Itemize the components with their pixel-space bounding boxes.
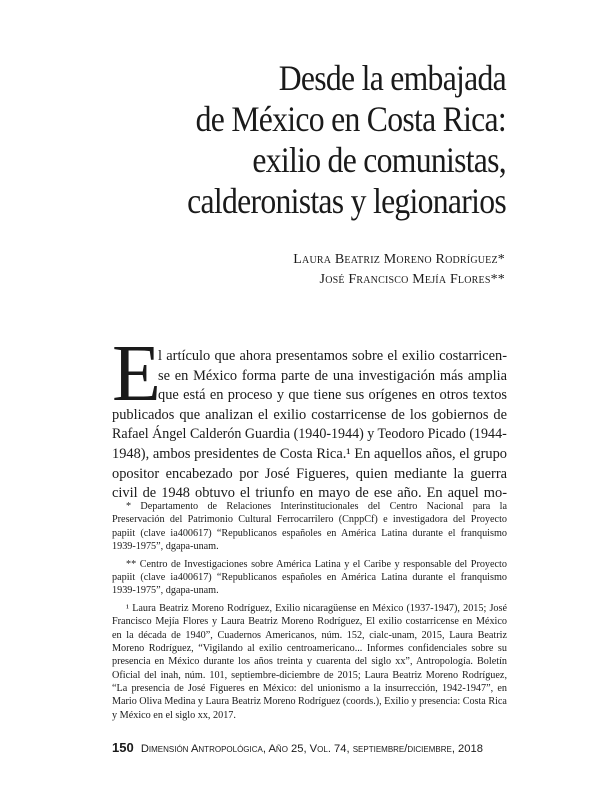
article-title xyxy=(136,58,506,222)
title-line: de México en Costa Rica: xyxy=(195,99,506,139)
author-list xyxy=(293,250,505,290)
footnote-line: * Departamento de Relaciones Interinstitucionales del Centro Nacional para la xyxy=(126,501,507,512)
footnote-1 xyxy=(112,500,507,554)
footnote-line: Preservación del Patrimonio Cultural Ferrocarrilero (CnppCf) e investigadora del Proyecto xyxy=(112,514,507,526)
page-number: 150 xyxy=(112,740,134,755)
body-line: se en México forma parte de una investigación más amplia xyxy=(158,367,507,384)
body-line: Rafael Ángel Calderón Guardia (1940-1944) y Teodoro Picado (1944- xyxy=(112,426,507,443)
footnote-2 xyxy=(112,558,507,598)
title-line: Desde la embajada xyxy=(278,58,506,98)
body-line: l artículo que ahora presentamos sobre el exilio costarricen- xyxy=(158,348,507,364)
footnote-line: y México en el siglo xx, 2017. xyxy=(112,709,236,721)
footnote-3 xyxy=(112,602,507,723)
page-footer xyxy=(112,740,507,755)
body-line: que está en proceso y que tiene sus orígenes en otros textos xyxy=(158,387,507,404)
footnote-line: presencia en México durante los años treinta y cuarenta del siglo xx”, Antropología. Boletín xyxy=(112,656,507,668)
body-paragraph xyxy=(112,347,507,504)
journal-info: Dimensión Antropológica, Año 25, Vol. 74, septiembre/diciembre, 2018 xyxy=(140,743,483,755)
footnote-line: papiit (clave ia400617) “Republicanos españoles en América Latina durante el franquismo xyxy=(112,527,507,539)
footnote-line: ** Centro de Investigaciones sobre América Latina y el Caribe y responsable del Proyecto xyxy=(126,558,507,570)
footnote-line: 1939-1975”, dgapa-unam. xyxy=(112,585,219,597)
footnote-line: papiit (clave ia400617) “Republicanos españoles en América Latina durante el franquismo xyxy=(112,571,507,583)
body-line: publicados que analizan el exilio costarricense de los gobiernos de xyxy=(112,406,507,423)
author-name: Laura Beatriz Moreno Rodríguez* xyxy=(293,252,505,267)
footnote-line: en la década de 1940”, Cuadernos Americanos, núm. 152, cialc-unam, 2015, Laura Beatriz xyxy=(112,629,507,641)
footnote-line: Oficial del inah, núm. 101, septiembre-diciembre de 2015; Laura Beatriz Moreno Rodríguez, xyxy=(112,669,507,681)
body-line: civil de 1948 obtuvo el triunfo en mayo de ese año. En aquel mo- xyxy=(112,485,507,502)
footnote-line: Mario Oliva Medina y Laura Beatriz Moreno Rodríguez (coords.), Exilio y presencia: Costa Rica xyxy=(112,696,507,708)
title-line: exilio de comunistas, xyxy=(252,140,506,180)
footnote-line: ¹ Laura Beatriz Moreno Rodríguez, Exilio nicaragüense en México (1937-1947), 2015; José xyxy=(126,602,507,614)
title-line: calderonistas y legionarios xyxy=(187,181,506,221)
drop-cap: E xyxy=(112,330,161,418)
footnote-line: Moreno Rodríguez, “Vigilando al exilio centroamericano... Informes confidenciales sobre su xyxy=(112,642,507,654)
footnote-line: “La presencia de José Figueres en México: del unionismo a la insurrección, 1942-1947”, en xyxy=(112,683,507,695)
author-name: José Francisco Mejía Flores** xyxy=(319,272,505,287)
body-line: opositor encabezado por José Figueres, quien mediante la guerra xyxy=(112,465,507,482)
footnote-line: Francisco Mejía Flores y Laura Beatriz Moreno Rodríguez, El exilio costarricense en México xyxy=(112,616,507,628)
footnotes xyxy=(112,500,507,722)
footnote-line: 1939-1975”, dgapa-unam. xyxy=(112,541,219,553)
body-line: 1948), ambos presidentes de Costa Rica.¹ En aquellos años, el grupo xyxy=(112,445,507,462)
